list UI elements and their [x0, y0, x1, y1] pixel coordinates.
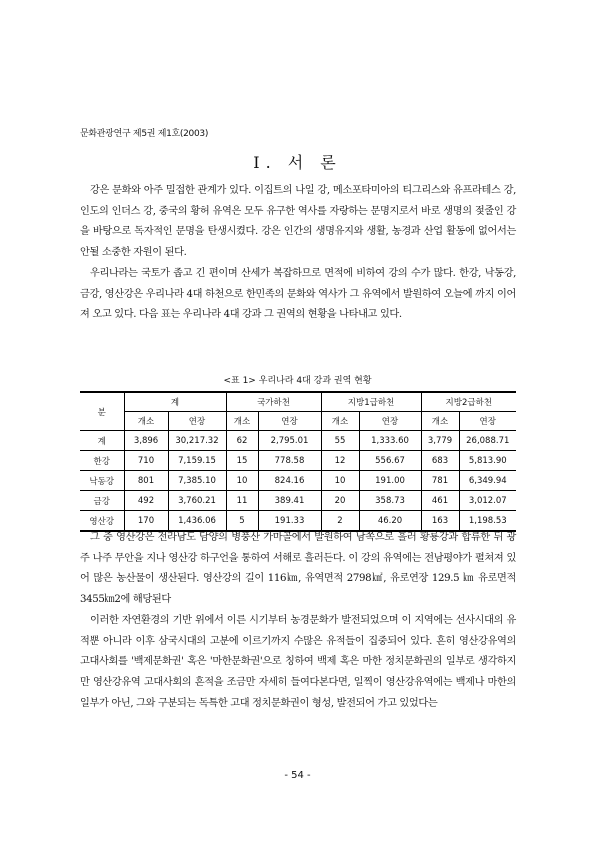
table-cell: 170 [124, 511, 168, 532]
paragraph: 이러한 자연환경의 기반 위에서 이른 시기부터 농경문화가 발전되었으며 이 지역에는 선사시대의 유적뿐 아니라 이후 삼국시대의 고분에 이르기까지 수많은 유적들이 집중되어 있다. 흔히 영산강유역의 고대사회를 '백제문화권' 혹은 '마한문화권'으로 칭하여 백제 혹은 마한 정치문화권의 일부로 생각하지만 영산강유역 고대사회의 흔적을 조금만 자세히 들여다본다면, 일찍이 영산강유역에는 백제나 마한의 일부가 아닌, 그와 구분되는 독특한 고대 정치문화권이 형성, 발전되어 가고 있었다는 [80, 614, 516, 709]
group-header: 계 [124, 392, 226, 412]
table-cell: 2,795.01 [258, 431, 321, 451]
table-cell: 683 [421, 451, 459, 471]
table-cell: 3,012.07 [459, 491, 516, 511]
table-cell: 12 [321, 451, 359, 471]
river-body [80, 528, 516, 714]
table-cell: 1,333.60 [359, 431, 421, 451]
table-cell: 5 [226, 511, 258, 532]
intro-body [80, 181, 516, 326]
table-cell: 10 [226, 471, 258, 491]
table-cell: 1,436.06 [168, 511, 226, 532]
table-cell: 7,159.15 [168, 451, 226, 471]
table-cell: 3,779 [421, 431, 459, 451]
table-cell: 15 [226, 451, 258, 471]
table-row [80, 491, 516, 511]
table-cell: 358.73 [359, 491, 421, 511]
table-caption: <표 1> 우리나라 4대 강과 권역 현황 [223, 376, 372, 386]
table-cell: 824.16 [258, 471, 321, 491]
table-cell: 191.33 [258, 511, 321, 532]
sub-header: 개소 [226, 412, 258, 431]
group-header: 국가하천 [226, 392, 321, 412]
sub-header: 개소 [124, 412, 168, 431]
paragraph: 우리나라는 국토가 좁고 긴 편이며 산세가 복잡하므로 면적에 비하여 강의 수가 많다. 한강, 낙동강, 금강, 영산강은 우리나라 4대 하천으로 한민족의 문화와 역사가 그 유역에서 발원하여 오늘에 까지 이어져 오고 있다. 다음 표는 우리나라 4대 강과 그 권역의 현황을 나타내고 있다. [80, 267, 516, 321]
table-cell: 10 [321, 471, 359, 491]
table-cell: 461 [421, 491, 459, 511]
row-label: 계 [80, 431, 124, 451]
table-cell: 163 [421, 511, 459, 532]
sub-header: 연장 [359, 412, 421, 431]
table-row [80, 471, 516, 491]
table-cell: 62 [226, 431, 258, 451]
table-cell: 20 [321, 491, 359, 511]
table-cell: 492 [124, 491, 168, 511]
sub-header: 연장 [258, 412, 321, 431]
row-header: 분 [80, 392, 124, 431]
table-cell: 710 [124, 451, 168, 471]
sub-header: 개소 [321, 412, 359, 431]
table-cell: 191.00 [359, 471, 421, 491]
table-cell: 5,813.90 [459, 451, 516, 471]
sub-header: 개소 [421, 412, 459, 431]
group-header: 지방2급하천 [421, 392, 516, 412]
row-label: 낙동강 [80, 471, 124, 491]
page-number: - 54 - [284, 770, 311, 781]
journal-header: 문화관광연구 제5권 제1호(2003) [80, 129, 209, 139]
group-header: 지방1급하천 [321, 392, 421, 412]
table-cell: 2 [321, 511, 359, 532]
table-cell: 1,198.53 [459, 511, 516, 532]
table-cell: 11 [226, 491, 258, 511]
table-cell: 556.67 [359, 451, 421, 471]
table-row [80, 451, 516, 471]
table-cell: 55 [321, 431, 359, 451]
table-cell: 6,349.94 [459, 471, 516, 491]
table-cell: 30,217.32 [168, 431, 226, 451]
table-cell: 801 [124, 471, 168, 491]
table-cell: 389.41 [258, 491, 321, 511]
paragraph: 그 중 영산강은 전라남도 담양의 병풍산 가마골에서 발원하여 남쪽으로 흘러 황룡강과 합류한 뒤 광주 나주 무안을 지나 영산강 하구언을 통하여 서해로 흘러든다. 이 강의 유역에는 전남평야가 펼쳐져 있어 많은 농산물이 생산된다. 영산강의 길이 116㎞, 유역면적 2798㎢, 유로연장 129.5 ㎞ 유로면적 3455㎞2에 해당된다 [80, 532, 516, 606]
row-label: 한강 [80, 451, 124, 471]
table-cell: 3,896 [124, 431, 168, 451]
row-label: 영산강 [80, 511, 124, 532]
paragraph: 강은 문화와 아주 밀접한 관계가 있다. 이집트의 나일 강, 메소포타미아의 티그리스와 유프라테스 강, 인도의 인더스 강, 중국의 황허 유역은 모두 유구한 역사를 자랑하는 문명지로서 바로 생명의 젖줄인 강을 바탕으로 독자적인 문명을 탄생시켰다. 강은 인간의 생명유지와 생활, 농경과 산업 활동에 없어서는 안될 소중한 자원이 된다. [80, 185, 516, 259]
sub-header: 연장 [459, 412, 516, 431]
table-cell: 7,385.10 [168, 471, 226, 491]
sub-header: 연장 [168, 412, 226, 431]
table-cell: 26,088.71 [459, 431, 516, 451]
table-row [80, 431, 516, 451]
section-title: Ⅰ. 서 론 [253, 153, 342, 172]
river-table [80, 391, 516, 532]
table-cell: 781 [421, 471, 459, 491]
row-label: 금강 [80, 491, 124, 511]
table-cell: 46.20 [359, 511, 421, 532]
table-cell: 3,760.21 [168, 491, 226, 511]
table-cell: 778.58 [258, 451, 321, 471]
